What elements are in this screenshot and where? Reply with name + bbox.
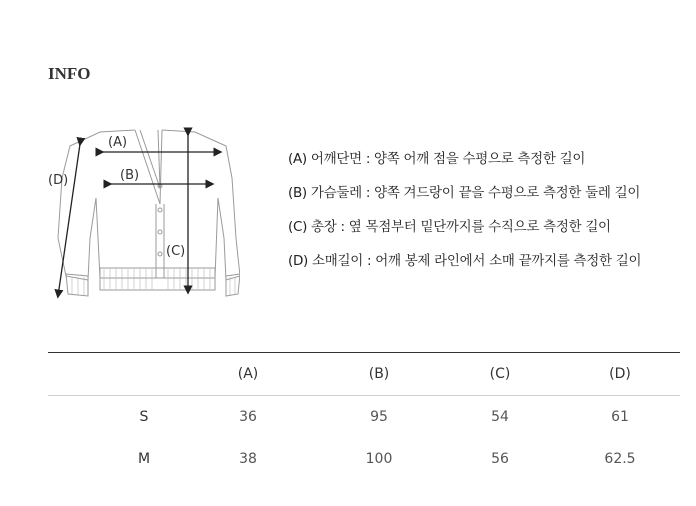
ribbing-lines [72, 269, 235, 295]
cardigan-measurement-diagram [40, 118, 240, 308]
cardigan-sketch [58, 130, 240, 296]
label-c: (C) [166, 244, 186, 259]
measurement-arrows [58, 134, 220, 296]
size-table [48, 352, 680, 480]
label-d: (D) [48, 173, 69, 188]
table-cell: 61 [611, 409, 629, 425]
label-b: (B) [120, 168, 140, 183]
description-d: (D) 소매길이 : 어깨 봉제 라인에서 소매 끝까지를 측정한 길이 [288, 253, 642, 269]
description-b: (B) 가슴둘레 : 양쪽 겨드랑이 끝을 수평으로 측정한 둘레 길이 [288, 185, 641, 201]
table-row [48, 438, 680, 480]
table-cell: 54 [491, 409, 509, 425]
table-cell: 38 [239, 451, 257, 467]
description-a: (A) 어깨단면 : 양쪽 어깨 점을 수평으로 측정한 길이 [288, 151, 586, 167]
column-header-a: (A) [237, 366, 259, 382]
table-header-row [48, 353, 680, 396]
column-header-b: (B) [368, 366, 390, 382]
description-c: (C) 총장 : 옆 목점부터 밑단까지를 수직으로 측정한 길이 [288, 219, 611, 235]
table-cell: 95 [370, 409, 388, 425]
page-title: INFO [48, 64, 91, 83]
row-size-label: M [137, 451, 151, 467]
column-header-c: (C) [489, 366, 511, 382]
row-size-label: S [139, 409, 149, 425]
column-header-d: (D) [609, 366, 631, 382]
table-cell: 100 [365, 451, 393, 467]
table-cell: 62.5 [604, 451, 636, 467]
table-cell: 36 [239, 409, 257, 425]
measurement-descriptions [288, 150, 641, 286]
table-row [48, 396, 680, 438]
label-a: (A) [108, 135, 128, 150]
arrow-d [58, 144, 80, 296]
table-cell: 56 [491, 451, 509, 467]
